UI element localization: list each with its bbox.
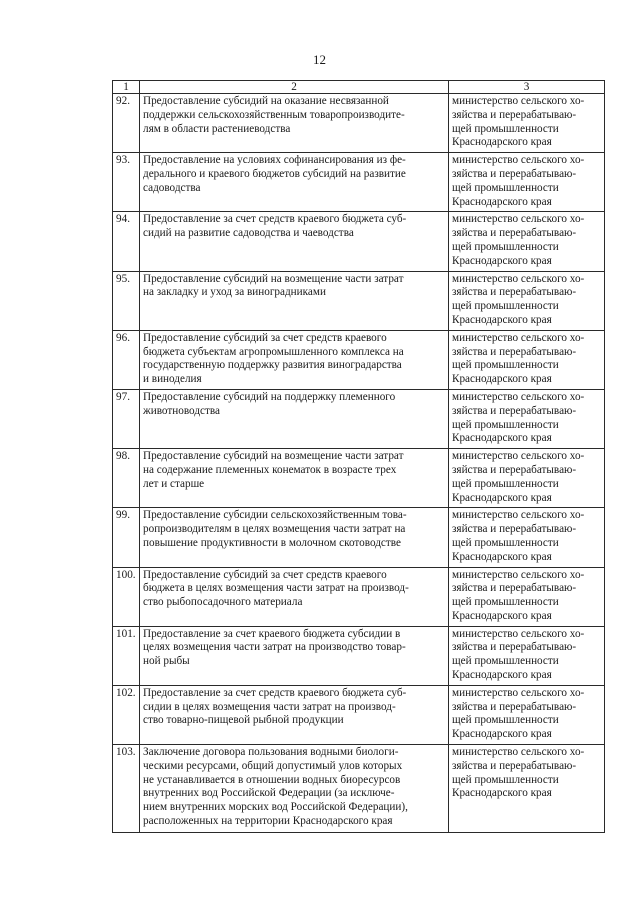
row-number: 103. <box>113 745 140 833</box>
description-line: и виноделия <box>143 373 202 386</box>
authority-line: министерство сельского хо- <box>452 627 585 640</box>
table-header-row <box>113 81 605 94</box>
authority-line: щей промышленности <box>452 181 559 194</box>
authority-line: Краснодарского края <box>452 313 552 326</box>
authority-line: щей промышленности <box>452 418 559 431</box>
authority-line: министерство сельского хо- <box>452 95 585 107</box>
authority-line: министерство сельского хо- <box>452 331 585 344</box>
row-number: 93. <box>113 153 140 212</box>
authority-line: Краснодарского края <box>452 550 552 563</box>
description-line: ство рыбопосадочного материала <box>143 596 303 609</box>
description-line: ропроизводителям в целях возмещения части затрат на <box>143 523 406 536</box>
table-row <box>113 330 605 389</box>
table-row <box>113 94 605 153</box>
description-line: на закладку и уход за виноградниками <box>143 286 326 299</box>
row-number: 95. <box>113 271 140 330</box>
service-description <box>140 567 449 626</box>
description-line: не устанавливается в отношении водных биоресурсов <box>143 773 401 786</box>
table-row <box>113 271 605 330</box>
service-description <box>140 153 449 212</box>
responsible-authority <box>449 212 605 271</box>
authority-line: министерство сельского хо- <box>452 390 585 403</box>
description-line: ной рыбы <box>143 655 190 668</box>
description-line: государственную поддержку развития виноградарства <box>143 359 402 372</box>
authority-line: щей промышленности <box>452 300 559 313</box>
row-number: 98. <box>113 449 140 508</box>
description-line: лет и старше <box>143 477 205 490</box>
column-header-3: 3 <box>449 81 605 94</box>
responsible-authority <box>449 153 605 212</box>
table-row <box>113 626 605 685</box>
authority-line: Краснодарского края <box>452 373 552 386</box>
authority-line: зяйства и перерабатываю- <box>452 641 577 654</box>
table-body <box>113 94 605 833</box>
row-number: 94. <box>113 212 140 271</box>
authority-line: министерство сельского хо- <box>452 154 585 167</box>
responsible-authority <box>449 508 605 567</box>
authority-line: щей промышленности <box>452 240 559 253</box>
authority-line: зяйства и перерабатываю- <box>452 345 577 358</box>
service-description <box>140 449 449 508</box>
authority-line: щей промышленности <box>452 477 559 490</box>
table-row <box>113 508 605 567</box>
authority-line: щей промышленности <box>452 655 559 668</box>
table-row <box>113 212 605 271</box>
authority-line: щей промышленности <box>452 359 559 372</box>
column-header-1: 1 <box>113 81 140 94</box>
authority-line: щей промышленности <box>452 773 559 786</box>
description-line: дерального и краевого бюджетов субсидий на развитие <box>143 167 406 180</box>
authority-line: зяйства и перерабатываю- <box>452 167 577 180</box>
page-number: 12 <box>313 52 326 67</box>
service-description <box>140 330 449 389</box>
responsible-authority <box>449 567 605 626</box>
row-number: 102. <box>113 685 140 744</box>
description-line: Предоставление субсидий за счет средств краевого <box>143 331 387 344</box>
authority-line: Краснодарского края <box>452 787 552 800</box>
description-line: Предоставление субсидий за счет средств краевого <box>143 568 387 581</box>
service-description <box>140 389 449 448</box>
description-line: повышение продуктивности в молочном скотоводстве <box>143 536 401 549</box>
table-row <box>113 745 605 833</box>
authority-line: зяйства и перерабатываю- <box>452 759 577 772</box>
responsible-authority <box>449 271 605 330</box>
responsible-authority <box>449 685 605 744</box>
authority-line: зяйства и перерабатываю- <box>452 286 577 299</box>
authority-line: Краснодарского края <box>452 609 552 622</box>
description-line: животноводства <box>143 404 220 417</box>
authority-line: министерство сельского хо- <box>452 213 585 226</box>
authority-line: зяйства и перерабатываю- <box>452 227 577 240</box>
description-line: расположенных на территории Краснодарского края <box>143 815 393 828</box>
table-row <box>113 567 605 626</box>
description-line: Предоставление на условиях софинансирования из фе- <box>143 154 406 167</box>
row-number: 101. <box>113 626 140 685</box>
description-line: внутренних вод Российской Федерации (за исключе- <box>143 787 395 800</box>
table-row <box>113 685 605 744</box>
description-line: Предоставление за счет средств краевого бюджета суб- <box>143 686 407 699</box>
authority-line: щей промышленности <box>452 596 559 609</box>
authority-line: щей промышленности <box>452 714 559 727</box>
description-line: сидий на развитие садоводства и чаеводства <box>143 227 354 240</box>
authority-line: Краснодарского края <box>452 254 552 267</box>
responsible-authority <box>449 449 605 508</box>
responsible-authority <box>449 745 605 833</box>
authority-line: зяйства и перерабатываю- <box>452 108 577 121</box>
authority-line: министерство сельского хо- <box>452 450 585 463</box>
responsible-authority <box>449 94 605 153</box>
authority-line: министерство сельского хо- <box>452 746 585 759</box>
responsible-authority <box>449 389 605 448</box>
description-line: Предоставление субсидий на возмещение части затрат <box>143 450 404 463</box>
authority-line: Краснодарского края <box>452 728 552 741</box>
table-row <box>113 389 605 448</box>
authority-line: министерство сельского хо- <box>452 509 585 522</box>
service-description <box>140 685 449 744</box>
service-description <box>140 212 449 271</box>
authority-line: зяйства и перерабатываю- <box>452 582 577 595</box>
description-line: Предоставление за счет краевого бюджета субсидии в <box>143 627 401 640</box>
description-line: лям в области растениеводства <box>143 122 291 135</box>
description-line: целях возмещения части затрат на производство товар- <box>143 641 406 654</box>
table-row <box>113 449 605 508</box>
row-number: 96. <box>113 330 140 389</box>
service-description <box>140 745 449 833</box>
description-line: бюджета субъектам агропромышленного комплекса на <box>143 345 404 358</box>
description-line: ство товарно-пищевой рыбной продукции <box>143 714 344 727</box>
authority-line: министерство сельского хо- <box>452 272 585 285</box>
responsible-authority <box>449 330 605 389</box>
description-line: бюджета в целях возмещения части затрат на производ- <box>143 582 409 595</box>
service-description <box>140 271 449 330</box>
description-line: Предоставление субсидий на поддержку племенного <box>143 390 396 403</box>
authority-line: Краснодарского края <box>452 136 552 149</box>
description-line: сидии в целях возмещения части затрат на производ- <box>143 700 396 713</box>
row-number: 97. <box>113 389 140 448</box>
authority-line: Краснодарского края <box>452 195 552 208</box>
authority-line: зяйства и перерабатываю- <box>452 404 577 417</box>
authority-line: зяйства и перерабатываю- <box>452 700 577 713</box>
authority-line: зяйства и перерабатываю- <box>452 463 577 476</box>
description-line: поддержки сельскохозяйственным товаропроизводите- <box>143 108 405 121</box>
authority-line: министерство сельского хо- <box>452 568 585 581</box>
row-number: 99. <box>113 508 140 567</box>
description-line: садоводства <box>143 181 201 194</box>
row-number: 100. <box>113 567 140 626</box>
authority-line: Краснодарского края <box>452 491 552 504</box>
description-line: Заключение договора пользования водными биологи- <box>143 746 399 759</box>
description-line: ческими ресурсами, общий допустимый улов которых <box>143 759 403 772</box>
description-line: Предоставление субсидий на оказание несвязанной <box>143 95 389 107</box>
service-description <box>140 94 449 153</box>
authority-line: министерство сельского хо- <box>452 686 585 699</box>
description-line: Предоставление за счет средств краевого бюджета суб- <box>143 213 407 226</box>
service-description <box>140 508 449 567</box>
authority-line: щей промышленности <box>452 536 559 549</box>
service-description <box>140 626 449 685</box>
responsible-authority <box>449 626 605 685</box>
description-line: Предоставление субсидий на возмещение части затрат <box>143 272 404 285</box>
authority-line: Краснодарского края <box>452 432 552 445</box>
services-table <box>112 80 605 833</box>
row-number: 92. <box>113 94 140 153</box>
column-header-2: 2 <box>140 81 449 94</box>
authority-line: Краснодарского края <box>452 669 552 682</box>
table-row <box>113 153 605 212</box>
description-line: Предоставление субсидии сельскохозяйственным това- <box>143 509 407 522</box>
description-line: на содержание племенных конематок в возрасте трех <box>143 463 397 476</box>
authority-line: зяйства и перерабатываю- <box>452 523 577 536</box>
description-line: нием внутренних морских вод Российской Федерации), <box>143 801 408 814</box>
authority-line: щей промышленности <box>452 122 559 135</box>
